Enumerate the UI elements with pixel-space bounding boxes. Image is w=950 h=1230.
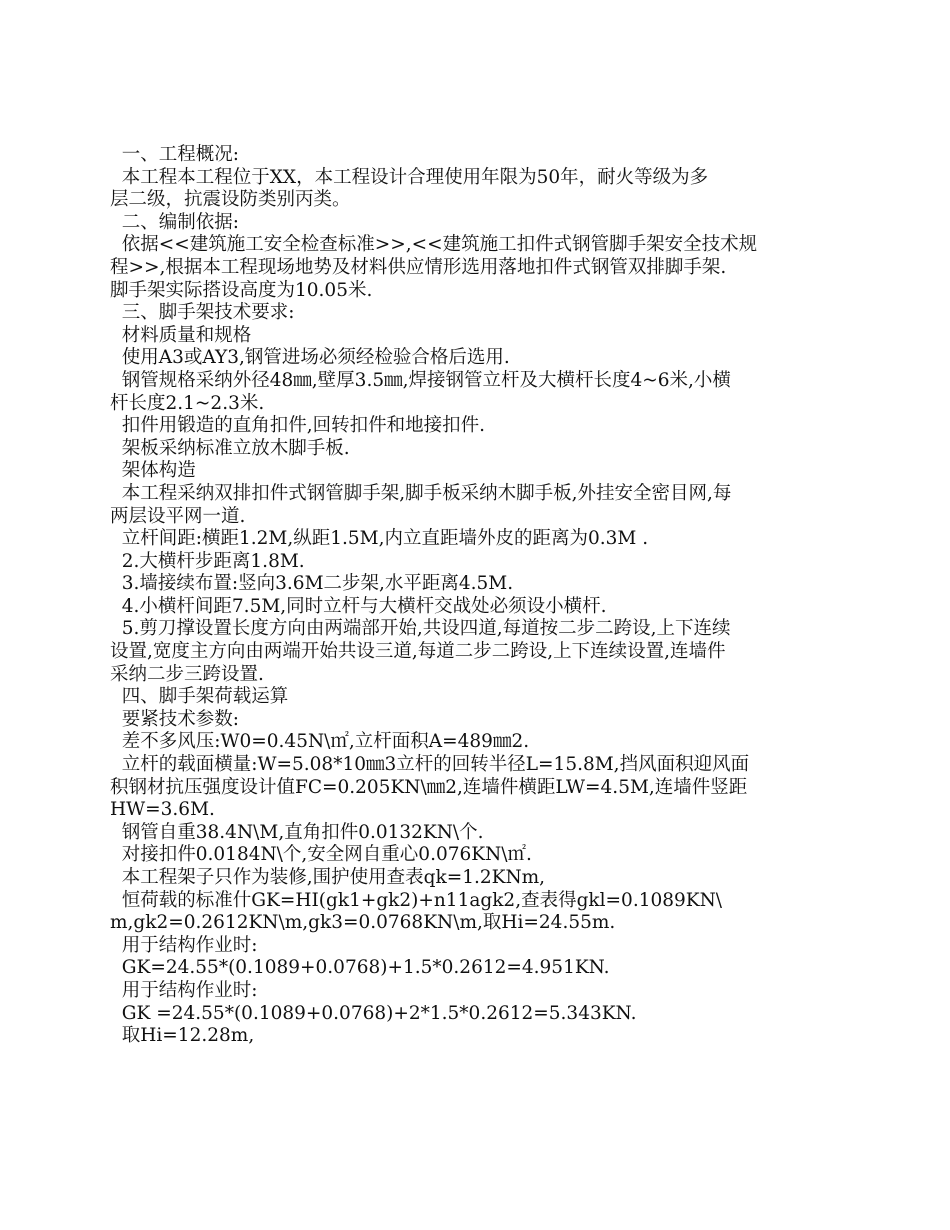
text-line: 依据<<建筑施工安全检查标准>>,<<建筑施工扣件式钢管脚手架安全技术规 xyxy=(110,234,758,256)
text-line: 5.剪刀撑设置长度方向由两端部开始,共设四道,每道按二步二跨设,上下连续 xyxy=(110,618,731,640)
text-line: 本工程采纳双排扣件式钢管脚手架,脚手板采纳木脚手板,外挂安全密目网,每 xyxy=(110,482,732,504)
text-line: GK =24.55*(0.1089+0.0768)+2*1.5*0.2612=5.343KN. xyxy=(110,1002,637,1024)
text-line: 积钢材抗压强度设计值FC=0.205KN\㎜2,连墙件横距LW=4.5M,连墙件竖距 xyxy=(110,776,748,798)
text-line: 立杆的载面横量:W=5.08*10㎜3立杆的回转半径L=15.8M,挡风面积迎风面 xyxy=(110,754,750,776)
text-line: GK=24.55*(0.1089+0.0768)+1.5*0.2612=4.951KN. xyxy=(110,957,610,979)
text-line: 对接扣件0.0184N\个,安全网自重心0.076KN\㎡. xyxy=(110,844,532,866)
text-line: 本工程本工程位于XX，本工程设计合理使用年限为50年，耐火等级为多 xyxy=(110,166,709,188)
text-line: HW=3.6M. xyxy=(110,799,215,821)
text-line: 立杆间距:横距1.2M,纵距1.5M,内立直距墙外皮的距离为0.3M . xyxy=(110,528,649,550)
text-line: 钢管自重38.4N\M,直角扣件0.0132KN\个. xyxy=(110,821,484,843)
text-line: 两层设平网一道. xyxy=(110,505,246,527)
text-line: 二、编制依据: xyxy=(110,211,239,233)
text-line: 一、工程概况: xyxy=(110,144,239,165)
text-line: 程>>,根据本工程现场地势及材料供应情形选用落地扣件式钢管双排脚手架. xyxy=(110,256,727,278)
text-line: 脚手架实际搭设高度为10.05米. xyxy=(110,279,373,301)
text-line: 本工程架子只作为装修,围护使用查表qk=1.2KNm, xyxy=(110,867,546,888)
text-line: 2.大横杆步距离1.8M. xyxy=(110,550,305,572)
text-line: 要紧技术参数: xyxy=(110,708,239,730)
text-line: 层二级，抗震设防类别丙类。 xyxy=(110,189,351,211)
text-line: 3.墙接续布置:竖向3.6M二步架,水平距离4.5M. xyxy=(110,573,514,595)
text-line: 架板采纳标准立放木脚手板. xyxy=(110,437,350,459)
text-line: 恒荷载的标准什GK=HI(gk1+gk2)+n11agk2,查表得gkl=0.1089KN\ xyxy=(110,889,723,911)
text-line: m,gk2=0.2612KN\m,gk3=0.0768KN\m,取Hi=24.55m. xyxy=(110,912,616,934)
text-line: 用于结构作业时: xyxy=(110,979,258,1001)
text-line: 设置,宽度主方向由两端开始共设三道,每道二步二跨设,上下连续设置,连墙件 xyxy=(110,641,726,663)
text-line: 扣件用锻造的直角扣件,回转扣件和地接扣件. xyxy=(110,415,486,437)
text-line: 取Hi=12.28m, xyxy=(110,1025,255,1047)
text-line: 三、脚手架技术要求: xyxy=(110,302,295,324)
text-line: 差不多风压:W0=0.45N\㎡,立杆面积A=489㎜2. xyxy=(110,731,530,753)
text-line: 使用A3或AY3,钢管进场必须经检验合格后选用. xyxy=(110,347,510,369)
document-body xyxy=(110,144,838,1048)
text-line: 钢管规格采纳外径48㎜,壁厚3.5㎜,焊接钢管立杆及大横杆长度4~6米,小横 xyxy=(110,369,731,391)
text-line: 杆长度2.1~2.3米. xyxy=(110,392,265,414)
text-line: 用于结构作业时: xyxy=(110,934,258,956)
text-line: 采纳二步三跨设置. xyxy=(110,663,264,685)
text-line: 四、脚手架荷载运算 xyxy=(110,686,289,708)
text-line: 架体构造 xyxy=(110,460,196,482)
text-line: 4.小横杆间距7.5M,同时立杆与大横杆交战处必须设小横杆. xyxy=(110,595,607,617)
text-line: 材料质量和规格 xyxy=(110,324,252,346)
